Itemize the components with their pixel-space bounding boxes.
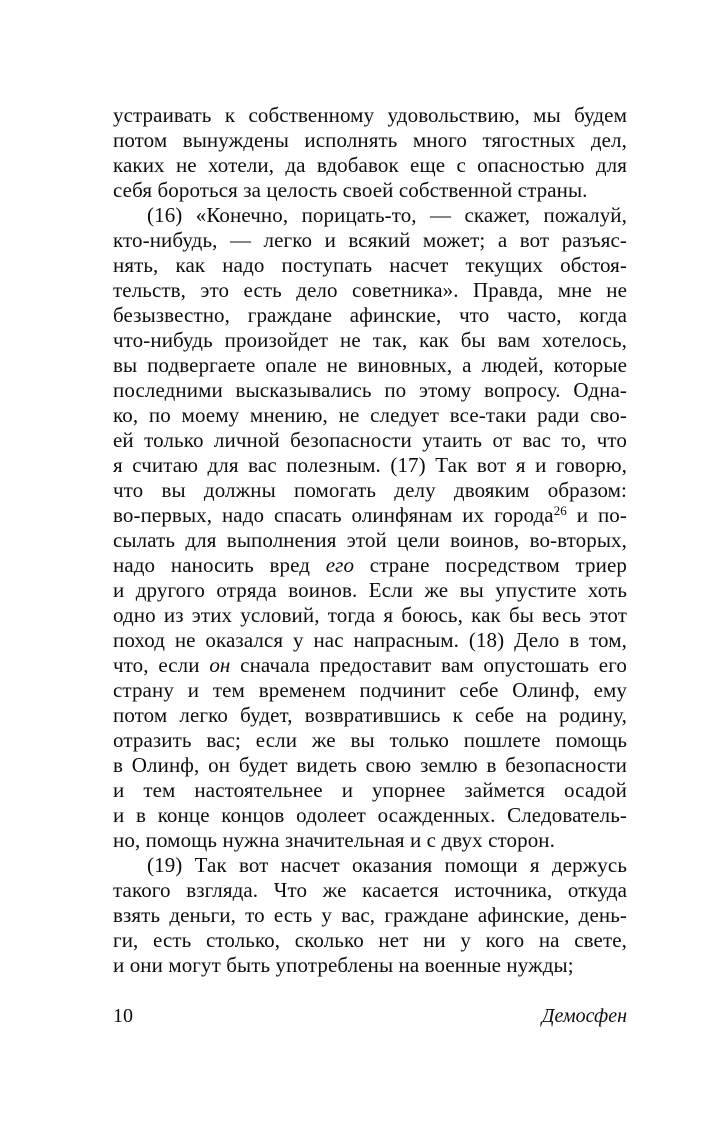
text-line: что вы должны помогать делу двояким образом: [113, 478, 627, 502]
text-line: и в конце концов одолеет осажденных. Следователь- [113, 803, 627, 827]
text-line: тельств, это есть дело советника». Правда, мне не [113, 278, 627, 302]
page-number: 10 [113, 1005, 133, 1027]
page-footer [113, 1004, 627, 1029]
text-line: такого взгляда. Что же касается источника, откуда [113, 878, 627, 902]
text-line: каких не хотели, да вдобавок еще с опасностью для [113, 153, 627, 177]
text-line: надо наносить вред его стране посредством триер [113, 553, 627, 577]
text-line: ей только личной безопасности утаить от вас то, что [113, 428, 627, 452]
text-line: и другого отряда воинов. Если же вы упустите хоть [113, 578, 627, 602]
text-line: что-нибудь произойдет не так, как бы вам хотелось, [113, 328, 627, 352]
text-line: ко, по моему мнению, не следует все-таки ради сво- [113, 403, 627, 427]
text-line: безызвестно, граждане афинские, что часто, когда [113, 303, 627, 327]
text-line: поход не оказался у нас напрасным. (18) Дело в том, [113, 628, 627, 652]
text-line: потом легко будет, возвратившись к себе на родину, [113, 703, 627, 727]
text-line: что, если он сначала предоставит вам опустошать его [113, 653, 627, 677]
text-line: потом вынуждены исполнять много тягостных дел, [113, 128, 627, 152]
text-line: я считаю для вас полезным. (17) Так вот я и говорю, [113, 453, 627, 477]
text-line: сылать для выполнения этой цели воинов, во-вторых, [113, 528, 627, 552]
text-line: и они могут быть употреблены на военные нужды; [113, 953, 574, 977]
text-line: в Олинф, он будет видеть свою землю в безопасности [113, 753, 627, 777]
text-line: во-первых, надо спасать олинфянам их города$^{26}$ и по- [113, 502, 627, 527]
text-line: отразить вас; если же вы только пошлете помощь [113, 728, 627, 752]
text-line: себя бороться за целость своей собственной страны. [113, 178, 588, 202]
text-line: одно из этих условий, тогда я боюсь, как бы весь этот [113, 603, 627, 627]
text-line: взять деньги, то есть у вас, граждане афинские, день- [113, 903, 627, 927]
paragraph [113, 853, 627, 978]
text-line: устраивать к собственному удовольствию, мы будем [113, 103, 627, 127]
text-line: но, помощь нужна значительная и с двух сторон. [113, 828, 555, 852]
running-title: Демосфен [541, 1005, 627, 1027]
paragraph [113, 203, 627, 853]
text-line: (19) Так вот насчет оказания помощи я держусь [147, 853, 627, 877]
text-line: последними высказывались по этому вопросу. Одна- [113, 378, 627, 402]
text-line: страну и тем временем подчинит себе Олинф, ему [113, 678, 627, 702]
paragraph [113, 103, 627, 203]
text-line: ги, есть столько, сколько нет ни у кого на свете, [113, 928, 627, 952]
text-line: и тем настоятельнее и упорнее займется осадой [113, 778, 627, 802]
text-line: вы подвергаете опале не виновных, а людей, которые [113, 353, 627, 377]
text-line: кто-нибудь, — легко и всякий может; а вот разъяс- [113, 228, 627, 252]
text-line: (16) «Конечно, порицать-то, — скажет, пожалуй, [147, 203, 627, 227]
text-column [113, 103, 627, 978]
text-line: нять, как надо поступать насчет текущих обстоя- [113, 253, 627, 277]
